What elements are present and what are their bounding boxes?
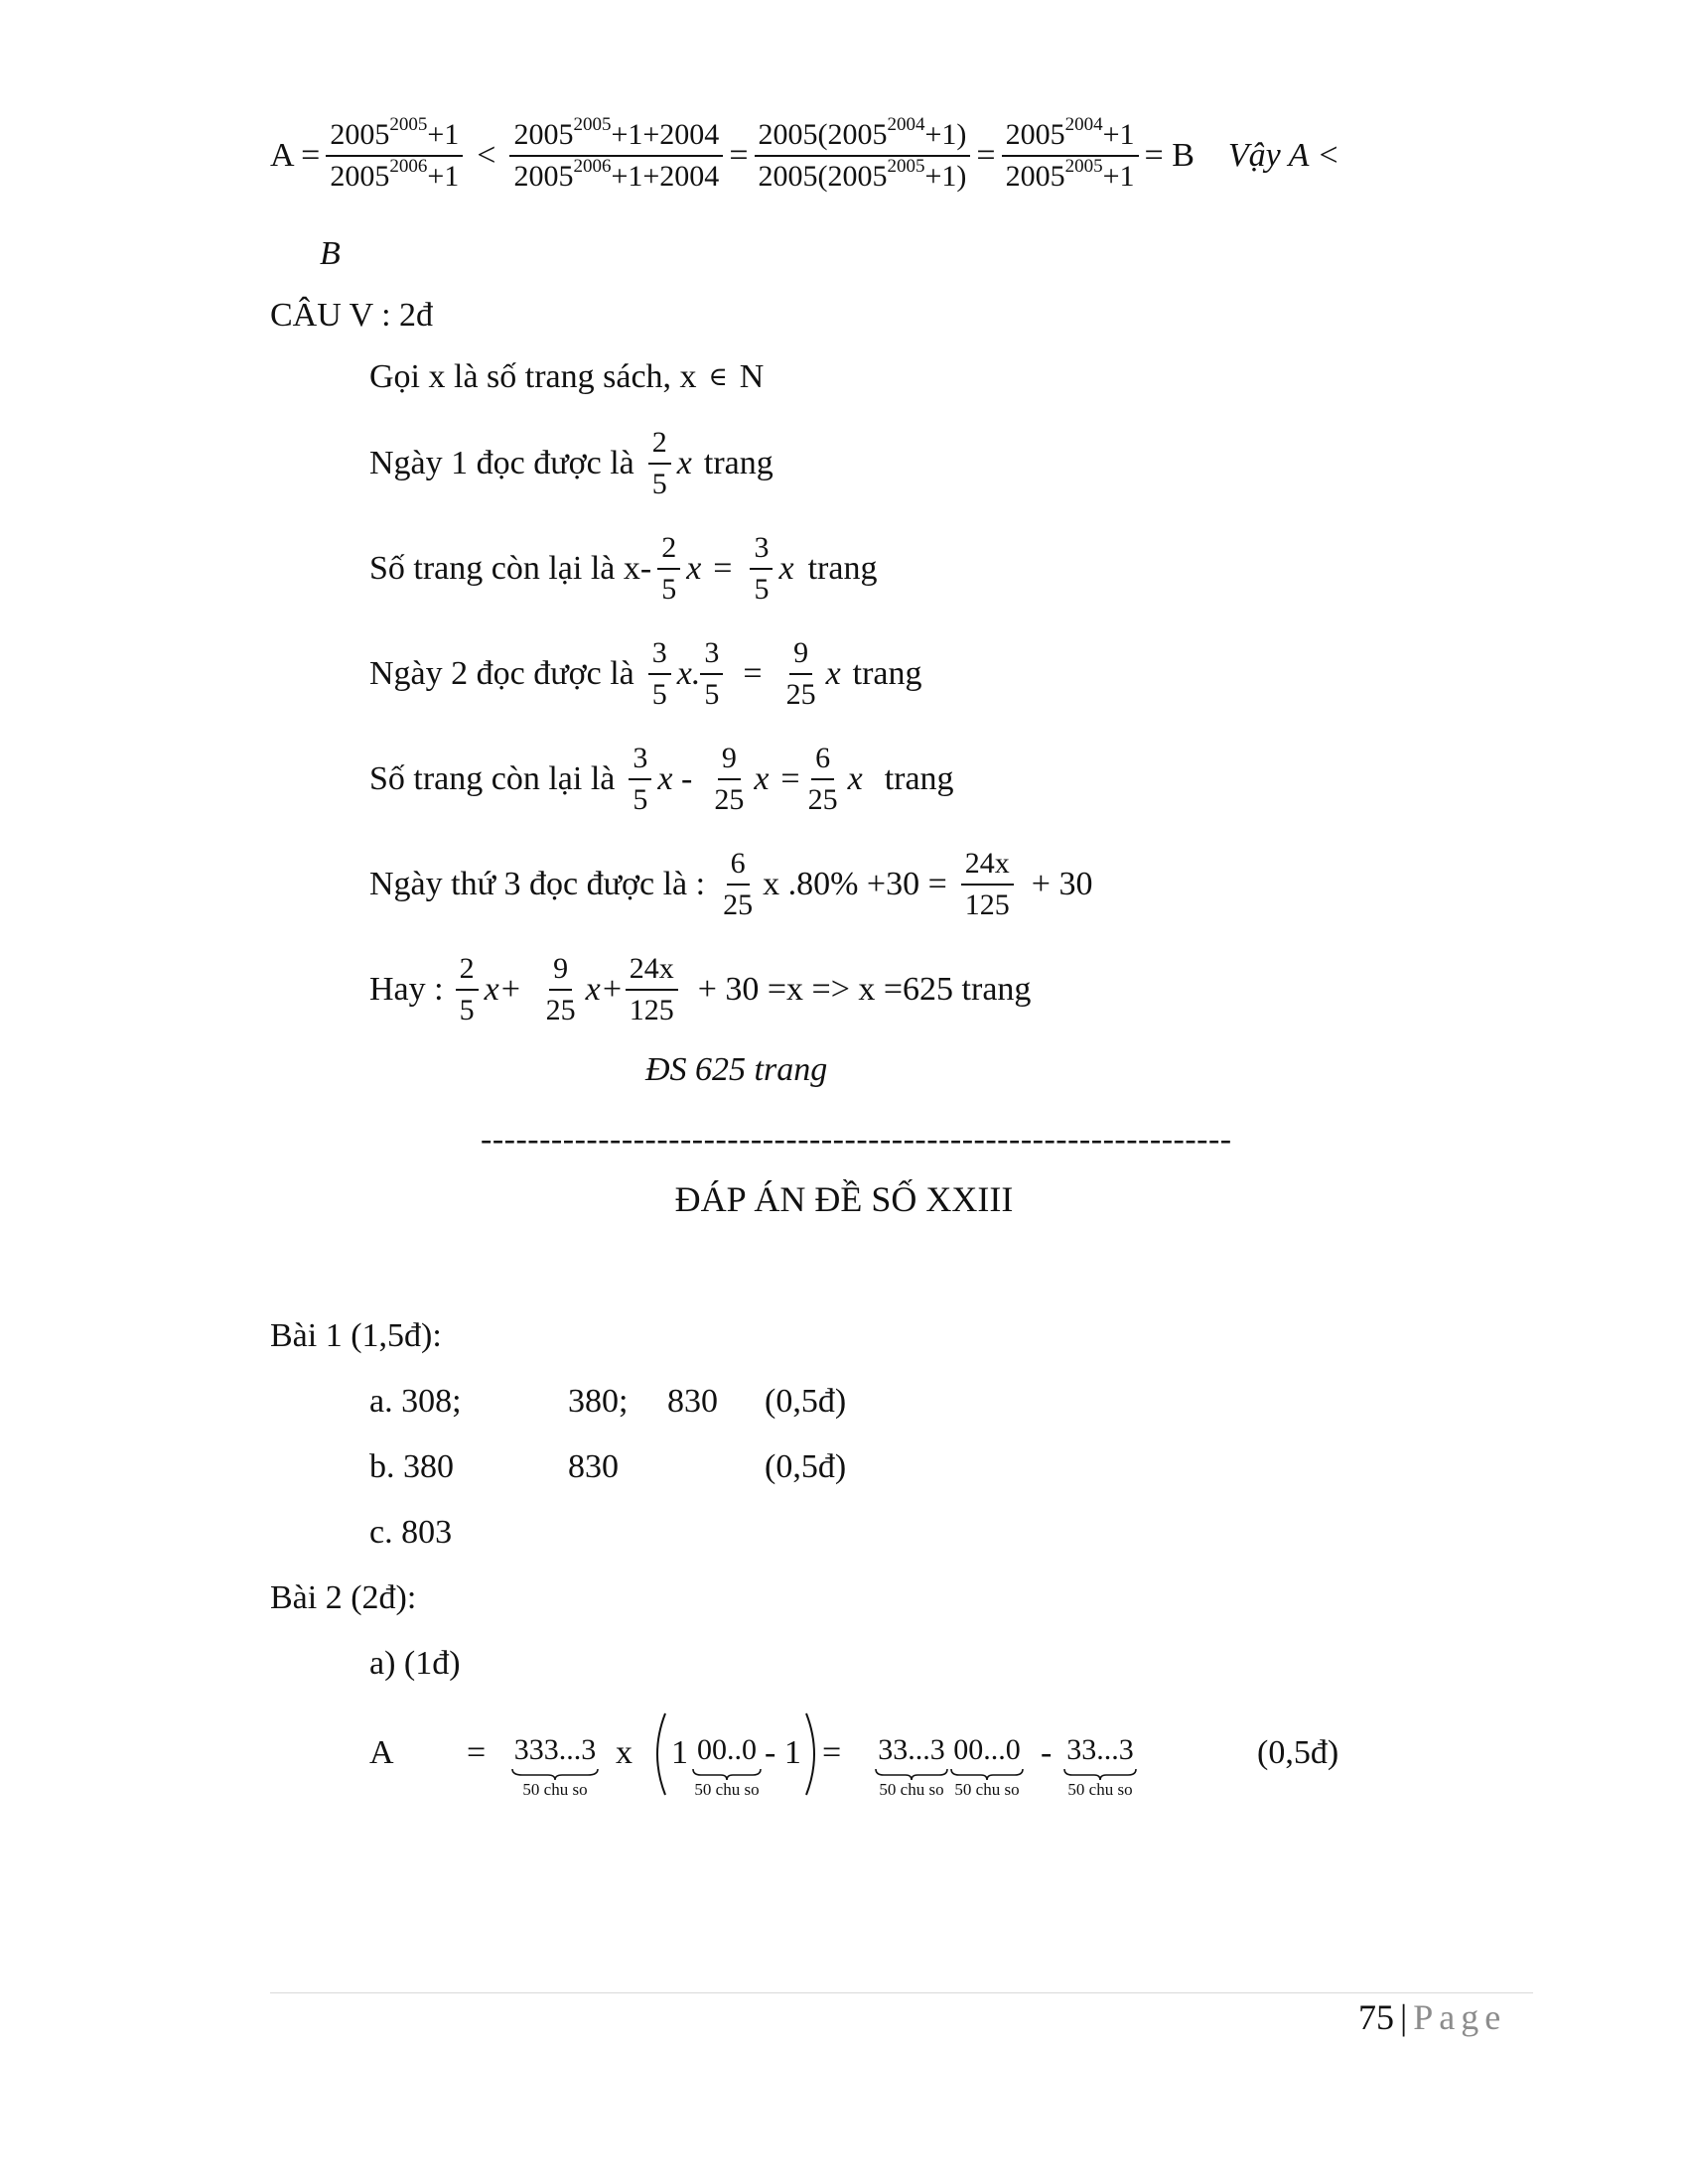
conclusion: Vậy A < xyxy=(1227,137,1340,174)
final-answer: ĐS 625 trang xyxy=(645,1051,828,1088)
fraction-4: $\frac{2005^{2004}+1}{2005^{2005}+1}$ xyxy=(1002,117,1139,195)
term-33-3-00-0: 33...3 50 chu so 00...0 50 chu so xyxy=(874,1733,1025,1799)
less-than: < xyxy=(477,137,496,174)
term-33-3: 33...3 50 chu so xyxy=(1062,1733,1138,1799)
bai1-b-score: (0,5đ) xyxy=(765,1448,847,1485)
eq-rhs: = B xyxy=(1144,137,1195,174)
line-6: Ngày thứ 3 đọc được là : $\frac{6}{25}$ x .80% +30 = $\frac{24x}{125}$ + 30 xyxy=(369,847,1093,921)
bai1-a-label: a. 308; xyxy=(369,1383,462,1420)
bai2-eq-score: (0,5đ) xyxy=(1257,1734,1339,1771)
element-of-symbol: ∈ xyxy=(708,362,728,391)
bai2-title: Bài 2 (2đ): xyxy=(270,1579,417,1616)
divider: ---------------------------------------------------------------- xyxy=(481,1121,1232,1158)
bai1-title: Bài 1 (1,5đ): xyxy=(270,1317,442,1354)
page-number: 75 xyxy=(1358,1997,1394,2037)
footer-divider xyxy=(270,1992,1533,1993)
times-sign: x xyxy=(616,1734,633,1771)
equals-sign: = xyxy=(976,137,996,174)
line-3: Số trang còn lại là x- $\frac{2}{5}$ x = $\frac{3}{5}$ x trang xyxy=(369,531,878,606)
minus-sign: - xyxy=(1041,1734,1053,1771)
section-title-cau-v: CÂU V : 2đ xyxy=(270,297,434,334)
bai1-b-label: b. 380 xyxy=(369,1448,454,1485)
fraction-1: $\frac{2005^{2005}+1}{2005^{2006}+1}$ xyxy=(326,117,463,195)
page-footer xyxy=(1358,1995,1506,2039)
eq-lhs: A = xyxy=(270,137,321,174)
fraction-3: $\frac{2005(2005^{2004}+1)}{2005(2005^{2005}+1)}$ xyxy=(755,117,971,195)
line-4: Ngày 2 đọc được là $\frac{3}{5}$ x. $\frac{3}{5}$ = $\frac{9}{25}$ x trang xyxy=(369,636,922,711)
line-7: Hay : $\frac{2}{5}$ x+ $\frac{9}{25}$ x+ $\frac{24x}{125}$ + 30 =x => x =625 trang xyxy=(369,952,1032,1026)
line-2: Ngày 1 đọc được là $\frac{2}{5}$ x trang xyxy=(369,426,774,500)
term-333-3: 333...3 50 chu so xyxy=(513,1733,597,1799)
bai1-c-label: c. 803 xyxy=(369,1514,453,1551)
conclusion-wrap: B xyxy=(320,235,341,272)
bai2-a-label: a) (1đ) xyxy=(369,1645,461,1682)
equals-sign: = xyxy=(729,137,749,174)
bai1-a-value-2: 380; xyxy=(568,1383,629,1420)
fraction-2: $\frac{2005^{2005}+1+2004}{2005^{2006}+1+2004}$ xyxy=(509,117,723,195)
bai2-eq-equals: = xyxy=(467,1734,487,1771)
section-heading: ĐÁP ÁN ĐỀ SỐ XXIII xyxy=(674,1179,1014,1219)
line-1: Gọi x là số trang sách, x ∈ N xyxy=(369,358,765,395)
bai1-b-value-2: 830 xyxy=(568,1448,619,1485)
equation-a-vs-b xyxy=(270,114,1340,195)
bai1-a-value-3: 830 xyxy=(667,1383,718,1420)
line-5: Số trang còn lại là $\frac{3}{5}$ x - $\frac{9}{25}$ x = $\frac{6}{25}$ x trang xyxy=(369,742,954,816)
page-separator: | xyxy=(1400,1997,1408,2037)
page-word: Page xyxy=(1413,1997,1507,2037)
bai1-a-score: (0,5đ) xyxy=(765,1383,847,1420)
bai2-eq-equals-2: = xyxy=(822,1734,842,1771)
bai2-eq-lhs: A xyxy=(369,1734,394,1771)
